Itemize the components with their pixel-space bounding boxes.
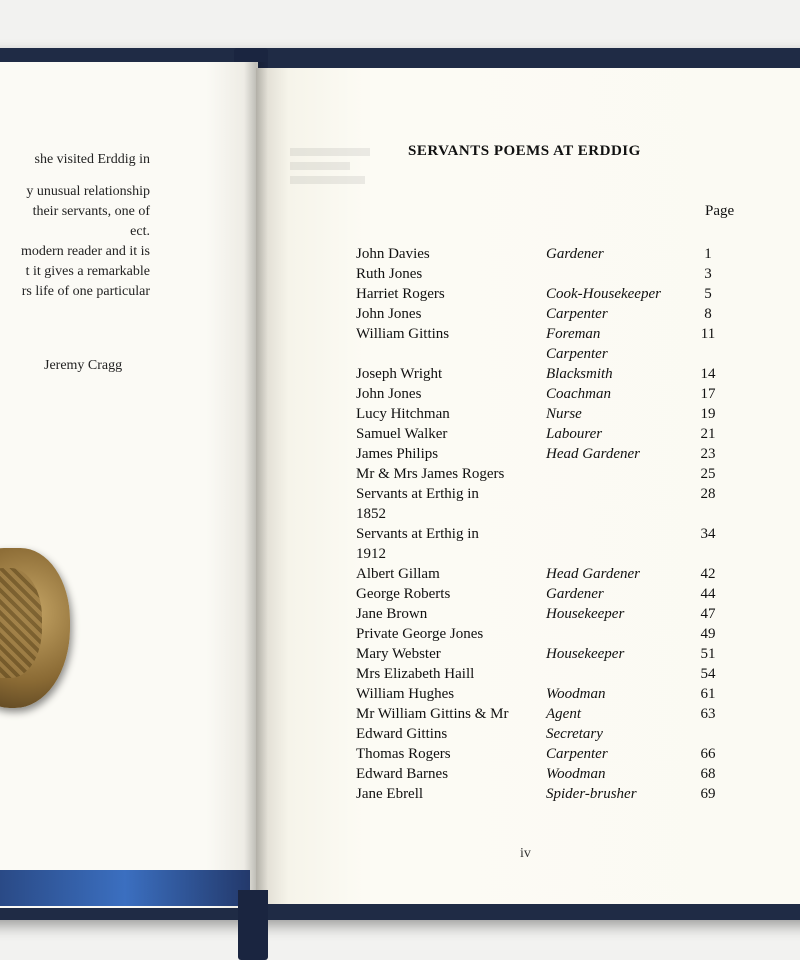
entry-role: Gardener: [546, 246, 604, 262]
entry-role: Carpenter: [546, 746, 608, 762]
contents-row: [356, 384, 756, 404]
entry-page: 44: [700, 586, 716, 602]
contents-row: [356, 324, 756, 344]
entry-role: Housekeeper: [546, 606, 625, 622]
entry-page: 61: [700, 686, 716, 702]
left-line: modern reader and it is: [20, 244, 150, 259]
left-line: ect.: [130, 224, 150, 239]
contents-row: [356, 644, 756, 664]
contents-row: [356, 444, 756, 464]
entry-name: Servants at Erthig in: [356, 486, 479, 502]
bookmark-ribbon: [238, 890, 268, 960]
book-gutter: [244, 62, 268, 908]
entry-name: Thomas Rogers: [356, 746, 451, 762]
entry-role: Woodman: [546, 766, 606, 782]
entry-page: 42: [700, 566, 716, 582]
entry-name: John Davies: [356, 246, 430, 262]
show-through-text: [290, 142, 380, 212]
entry-role: Woodman: [546, 686, 606, 702]
contents-row: [356, 244, 756, 264]
contents-row: [356, 404, 756, 424]
entry-page: 8: [704, 306, 712, 322]
entry-role: Foreman: [546, 326, 601, 342]
entry-page: 14: [700, 366, 716, 382]
contents-row: [356, 784, 756, 804]
entry-page: 51: [700, 646, 716, 662]
contents-row: [356, 604, 756, 624]
entry-page: 54: [700, 666, 716, 682]
contents-row: [356, 564, 756, 584]
entry-name: Mrs Elizabeth Haill: [356, 666, 475, 682]
entry-page: 5: [704, 286, 712, 302]
entry-name: 1912: [356, 546, 386, 562]
contents-row: [356, 424, 756, 444]
entry-page: 25: [700, 466, 716, 482]
entry-name: James Philips: [356, 446, 439, 462]
entry-name: Mary Webster: [356, 646, 441, 662]
entry-name: Albert Gillam: [356, 566, 440, 582]
left-line: their servants, one of: [32, 204, 150, 219]
cover-edge: [0, 870, 250, 906]
entry-page: 23: [700, 446, 716, 462]
entry-role: Carpenter: [546, 306, 608, 322]
entry-page: 28: [700, 486, 716, 502]
entry-name: John Jones: [356, 306, 422, 322]
entry-role: Head Gardener: [546, 566, 641, 582]
entry-page: 69: [700, 786, 716, 802]
entry-role: Spider-brusher: [546, 786, 637, 802]
left-line: y unusual relationship: [26, 184, 150, 199]
entry-role: Blacksmith: [546, 366, 613, 382]
entry-role: Nurse: [546, 406, 582, 422]
contents-list: [356, 244, 756, 804]
entry-role: Secretary: [546, 726, 603, 742]
left-line: t it gives a remarkable: [25, 264, 150, 279]
contents-row: [356, 664, 756, 684]
contents-row: [356, 504, 756, 524]
entry-page: 11: [700, 326, 716, 342]
left-line: rs life of one particular: [21, 284, 150, 299]
entry-role: Labourer: [546, 426, 603, 442]
entry-role: Gardener: [546, 586, 604, 602]
signature: Jeremy Cragg: [44, 358, 123, 373]
entry-name: Harriet Rogers: [356, 286, 445, 302]
contents-row: [356, 284, 756, 304]
contents-row: [356, 264, 756, 284]
entry-name: Lucy Hitchman: [356, 406, 450, 422]
page-number: iv: [520, 846, 531, 861]
entry-page: 21: [700, 426, 716, 442]
contents-row: [356, 744, 756, 764]
contents-row: [356, 624, 756, 644]
entry-page: 34: [700, 526, 716, 542]
entry-name: Servants at Erthig in: [356, 526, 479, 542]
contents-row: [356, 704, 756, 724]
page-column-header: Page: [705, 203, 735, 219]
entry-role: Head Gardener: [546, 446, 641, 462]
entry-page: 66: [700, 746, 716, 762]
contents-row: [356, 484, 756, 504]
entry-name: William Hughes: [356, 686, 455, 702]
entry-role: Housekeeper: [546, 646, 625, 662]
contents-row: [356, 464, 756, 484]
contents-row: [356, 524, 756, 544]
contents-row: [356, 724, 756, 744]
entry-role: Coachman: [546, 386, 611, 402]
left-line: she visited Erddig in: [34, 152, 150, 167]
entry-name: Joseph Wright: [356, 366, 443, 382]
entry-name: Ruth Jones: [356, 266, 423, 282]
left-page-text: [0, 150, 150, 302]
page-title: SERVANTS POEMS AT ERDDIG: [408, 143, 641, 159]
entry-name: Samuel Walker: [356, 426, 448, 442]
entry-page: 47: [700, 606, 716, 622]
entry-name: Edward Barnes: [356, 766, 449, 782]
entry-page: 3: [704, 266, 712, 282]
entry-name: Jane Brown: [356, 606, 428, 622]
entry-name: Mr & Mrs James Rogers: [356, 466, 505, 482]
contents-row: [356, 364, 756, 384]
entry-name: Private George Jones: [356, 626, 484, 642]
entry-page: 1: [704, 246, 712, 262]
entry-role: Carpenter: [546, 346, 608, 362]
entry-name: George Roberts: [356, 586, 451, 602]
contents-row: [356, 304, 756, 324]
contents-row: [356, 584, 756, 604]
entry-page: 17: [700, 386, 716, 402]
entry-page: 63: [700, 706, 716, 722]
entry-name: Edward Gittins: [356, 726, 448, 742]
entry-role: Cook-Housekeeper: [546, 286, 661, 302]
entry-name: John Jones: [356, 386, 422, 402]
entry-page: 19: [700, 406, 716, 422]
entry-name: 1852: [356, 506, 386, 522]
entry-name: William Gittins: [356, 326, 450, 342]
badge-pattern: [0, 568, 42, 678]
contents-row: [356, 544, 756, 564]
contents-row: [356, 684, 756, 704]
entry-name: Jane Ebrell: [356, 786, 424, 802]
contents-row: [356, 344, 756, 364]
entry-page: 49: [700, 626, 716, 642]
entry-role: Agent: [546, 706, 581, 722]
contents-row: [356, 764, 756, 784]
entry-page: 68: [700, 766, 716, 782]
entry-name: Mr William Gittins & Mr: [356, 706, 509, 722]
